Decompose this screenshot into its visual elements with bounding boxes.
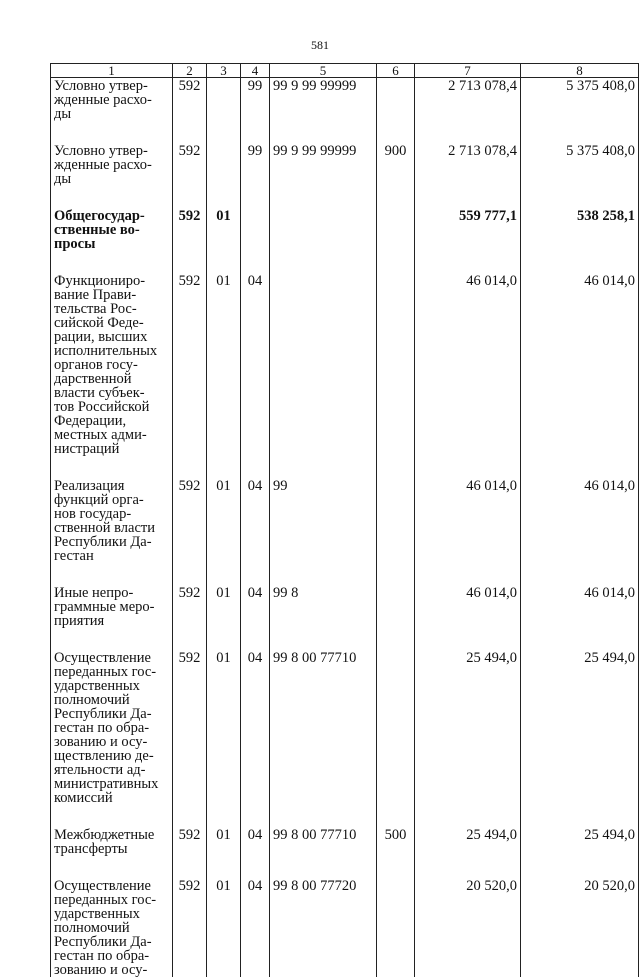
code-section-cell: 01 <box>207 650 241 805</box>
amount-col7-cell: 46 014,0 <box>415 273 521 456</box>
spacer-cell <box>241 456 270 478</box>
code-section-cell: 01 <box>207 827 241 856</box>
amount-col7-cell: 2 713 078,4 <box>415 143 521 186</box>
column-header: 3 <box>207 64 241 78</box>
row-name-cell: Условно утвер- жденные расхо- ды <box>51 78 173 122</box>
code-admin-cell: 592 <box>173 827 207 856</box>
code-subsection-cell: 04 <box>241 878 270 977</box>
code-admin-cell: 592 <box>173 478 207 563</box>
amount-col7-cell: 20 520,0 <box>415 878 521 977</box>
spacer-cell <box>173 805 207 827</box>
spacer-cell <box>270 563 377 585</box>
row-name-cell: Иные непро- граммные меро- приятия <box>51 585 173 628</box>
spacer-cell <box>241 563 270 585</box>
column-header: 6 <box>377 64 415 78</box>
code-target-cell: 99 9 99 99999 <box>270 78 377 122</box>
code-subsection-cell: 04 <box>241 585 270 628</box>
spacer-cell <box>241 805 270 827</box>
table-row <box>51 143 639 186</box>
column-header: 4 <box>241 64 270 78</box>
code-target-cell: 99 8 00 77710 <box>270 650 377 805</box>
spacer-cell <box>270 121 377 143</box>
code-expense-type-cell: 500 <box>377 827 415 856</box>
budget-table <box>50 63 639 977</box>
spacer-cell <box>270 856 377 878</box>
spacer-cell <box>377 628 415 650</box>
column-header: 8 <box>521 64 639 78</box>
spacer-cell <box>173 628 207 650</box>
spacer-cell <box>521 856 639 878</box>
spacer-cell <box>521 121 639 143</box>
code-admin-cell: 592 <box>173 878 207 977</box>
spacer-cell <box>377 456 415 478</box>
spacer-cell <box>51 805 173 827</box>
spacer-cell <box>241 121 270 143</box>
code-target-cell: 99 8 00 77720 <box>270 878 377 977</box>
spacer-cell <box>173 563 207 585</box>
table-row <box>51 585 639 628</box>
code-target-cell: 99 9 99 99999 <box>270 143 377 186</box>
row-name-cell: Осуществление переданных гос- ударственных полномочий Республики Да- гестан по обра- зованию и осу- ществлению де- ятельности ад- министративных комиссий <box>51 650 173 805</box>
code-subsection-cell: 04 <box>241 650 270 805</box>
amount-col7-cell: 25 494,0 <box>415 650 521 805</box>
spacer-cell <box>207 121 241 143</box>
spacer-cell <box>173 121 207 143</box>
spacer-cell <box>51 251 173 273</box>
code-section-cell <box>207 143 241 186</box>
code-section-cell: 01 <box>207 478 241 563</box>
spacer-cell <box>415 186 521 208</box>
code-expense-type-cell <box>377 478 415 563</box>
column-header: 7 <box>415 64 521 78</box>
spacer-cell <box>521 805 639 827</box>
row-spacer <box>51 805 639 827</box>
spacer-cell <box>377 805 415 827</box>
spacer-cell <box>51 121 173 143</box>
row-name-cell: Межбюджетные трансферты <box>51 827 173 856</box>
code-subsection-cell <box>241 208 270 251</box>
amount-col8-cell: 46 014,0 <box>521 273 639 456</box>
spacer-cell <box>521 456 639 478</box>
code-section-cell: 01 <box>207 878 241 977</box>
row-spacer <box>51 856 639 878</box>
row-name-cell: Реализация функций орга- нов государ- ственной власти Республики Да- гестан <box>51 478 173 563</box>
spacer-cell <box>207 856 241 878</box>
table-row <box>51 273 639 456</box>
spacer-cell <box>51 856 173 878</box>
page-number: 581 <box>311 38 329 52</box>
spacer-cell <box>173 456 207 478</box>
amount-col8-cell: 25 494,0 <box>521 827 639 856</box>
spacer-cell <box>415 456 521 478</box>
code-expense-type-cell <box>377 650 415 805</box>
spacer-cell <box>51 563 173 585</box>
code-section-cell: 01 <box>207 273 241 456</box>
spacer-cell <box>415 251 521 273</box>
spacer-cell <box>377 186 415 208</box>
spacer-cell <box>207 805 241 827</box>
code-expense-type-cell <box>377 78 415 122</box>
spacer-cell <box>241 628 270 650</box>
code-expense-type-cell <box>377 585 415 628</box>
code-subsection-cell: 04 <box>241 273 270 456</box>
spacer-cell <box>270 628 377 650</box>
amount-col7-cell: 46 014,0 <box>415 585 521 628</box>
table-row <box>51 78 639 122</box>
column-header: 5 <box>270 64 377 78</box>
spacer-cell <box>207 628 241 650</box>
table-row <box>51 878 639 977</box>
spacer-cell <box>521 186 639 208</box>
code-expense-type-cell <box>377 208 415 251</box>
spacer-cell <box>415 121 521 143</box>
code-target-cell: 99 8 <box>270 585 377 628</box>
column-header: 2 <box>173 64 207 78</box>
code-expense-type-cell <box>377 273 415 456</box>
row-spacer <box>51 563 639 585</box>
amount-col8-cell: 46 014,0 <box>521 585 639 628</box>
code-subsection-cell: 04 <box>241 827 270 856</box>
spacer-cell <box>173 856 207 878</box>
row-name-cell: Общегосудар- ственные во- просы <box>51 208 173 251</box>
code-subsection-cell: 99 <box>241 143 270 186</box>
table-row <box>51 208 639 251</box>
code-admin-cell: 592 <box>173 78 207 122</box>
code-target-cell <box>270 208 377 251</box>
row-spacer <box>51 628 639 650</box>
amount-col8-cell: 25 494,0 <box>521 650 639 805</box>
spacer-cell <box>51 186 173 208</box>
amount-col8-cell: 5 375 408,0 <box>521 78 639 122</box>
spacer-cell <box>241 186 270 208</box>
spacer-cell <box>521 251 639 273</box>
spacer-cell <box>207 563 241 585</box>
spacer-cell <box>377 563 415 585</box>
table-row <box>51 650 639 805</box>
table-row <box>51 827 639 856</box>
row-spacer <box>51 456 639 478</box>
table-row <box>51 478 639 563</box>
spacer-cell <box>270 251 377 273</box>
spacer-cell <box>377 856 415 878</box>
code-admin-cell: 592 <box>173 208 207 251</box>
spacer-cell <box>377 121 415 143</box>
amount-col7-cell: 2 713 078,4 <box>415 78 521 122</box>
spacer-cell <box>521 628 639 650</box>
code-expense-type-cell <box>377 878 415 977</box>
spacer-cell <box>207 251 241 273</box>
row-spacer <box>51 186 639 208</box>
header-row <box>51 64 639 78</box>
row-name-cell: Функциониро- вание Прави- тельства Рос- сийской Феде- рации, высших исполнительных органов госу- дарственной власти субъек- тов Российской Федерации, местных адми- нистраций <box>51 273 173 456</box>
code-admin-cell: 592 <box>173 585 207 628</box>
spacer-cell <box>207 456 241 478</box>
code-admin-cell: 592 <box>173 650 207 805</box>
amount-col7-cell: 25 494,0 <box>415 827 521 856</box>
column-header: 1 <box>51 64 173 78</box>
spacer-cell <box>270 456 377 478</box>
row-spacer <box>51 251 639 273</box>
code-target-cell <box>270 273 377 456</box>
code-expense-type-cell: 900 <box>377 143 415 186</box>
spacer-cell <box>270 805 377 827</box>
code-section-cell: 01 <box>207 585 241 628</box>
amount-col8-cell: 46 014,0 <box>521 478 639 563</box>
spacer-cell <box>415 628 521 650</box>
row-name-cell: Осуществление переданных гос- ударственных полномочий Республики Да- гестан по обра- зованию и осу- <box>51 878 173 977</box>
code-section-cell <box>207 78 241 122</box>
table-body <box>51 78 639 978</box>
amount-col7-cell: 559 777,1 <box>415 208 521 251</box>
spacer-cell <box>415 563 521 585</box>
spacer-cell <box>521 563 639 585</box>
spacer-cell <box>241 251 270 273</box>
spacer-cell <box>207 186 241 208</box>
spacer-cell <box>51 628 173 650</box>
spacer-cell <box>377 251 415 273</box>
row-spacer <box>51 121 639 143</box>
spacer-cell <box>51 456 173 478</box>
code-subsection-cell: 99 <box>241 78 270 122</box>
code-admin-cell: 592 <box>173 273 207 456</box>
spacer-cell <box>415 856 521 878</box>
code-subsection-cell: 04 <box>241 478 270 563</box>
amount-col8-cell: 20 520,0 <box>521 878 639 977</box>
spacer-cell <box>241 856 270 878</box>
code-target-cell: 99 <box>270 478 377 563</box>
amount-col8-cell: 5 375 408,0 <box>521 143 639 186</box>
amount-col7-cell: 46 014,0 <box>415 478 521 563</box>
amount-col8-cell: 538 258,1 <box>521 208 639 251</box>
code-target-cell: 99 8 00 77710 <box>270 827 377 856</box>
spacer-cell <box>415 805 521 827</box>
spacer-cell <box>173 186 207 208</box>
code-section-cell: 01 <box>207 208 241 251</box>
spacer-cell <box>270 186 377 208</box>
row-name-cell: Условно утвер- жденные расхо- ды <box>51 143 173 186</box>
spacer-cell <box>173 251 207 273</box>
code-admin-cell: 592 <box>173 143 207 186</box>
